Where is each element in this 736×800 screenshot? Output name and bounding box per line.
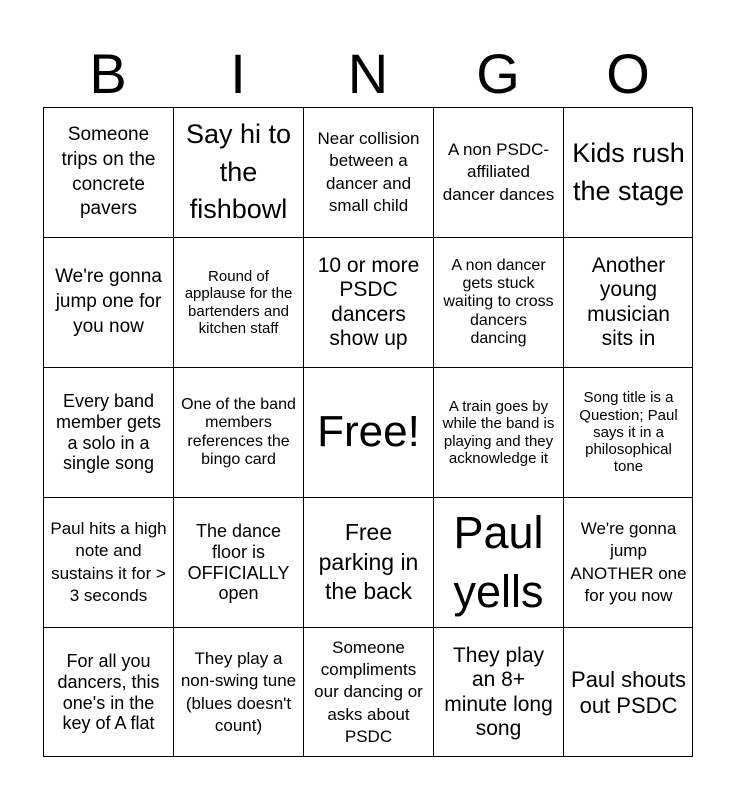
- header-letter-b: B: [89, 42, 127, 105]
- bingo-cell[interactable]: Paul hits a high note and sustains it for > 3 seconds: [43, 497, 173, 627]
- bingo-cell[interactable]: We're gonna jump one for you now: [43, 237, 173, 367]
- bingo-cell[interactable]: Round of applause for the bartenders and kitchen staff: [173, 237, 303, 367]
- header-letter-g: G: [476, 42, 520, 105]
- bingo-cell[interactable]: Someone compliments our dancing or asks about PSDC: [303, 627, 433, 757]
- bingo-cell[interactable]: Kids rush the stage: [563, 107, 693, 237]
- bingo-cell[interactable]: Paul shouts out PSDC: [563, 627, 693, 757]
- bingo-cell[interactable]: Say hi to the fishbowl: [173, 107, 303, 237]
- bingo-cell[interactable]: A train goes by while the band is playing and they acknowledge it: [433, 367, 563, 497]
- bingo-cell[interactable]: They play an 8+ minute long song: [433, 627, 563, 757]
- free-space[interactable]: Free!: [303, 367, 433, 497]
- bingo-cell[interactable]: 10 or more PSDC dancers show up: [303, 237, 433, 367]
- header-letter-i: I: [230, 42, 246, 105]
- bingo-cell[interactable]: One of the band members references the bingo card: [173, 367, 303, 497]
- bingo-cell[interactable]: For all you dancers, this one's in the key of A flat: [43, 627, 173, 757]
- bingo-cell[interactable]: We're gonna jump ANOTHER one for you now: [563, 497, 693, 627]
- header-letter-o: O: [606, 42, 650, 105]
- bingo-cell[interactable]: Song title is a Question; Paul says it in a philosophical tone: [563, 367, 693, 497]
- bingo-cell[interactable]: A non PSDC-affiliated dancer dances: [433, 107, 563, 237]
- bingo-cell[interactable]: Someone trips on the concrete pavers: [43, 107, 173, 237]
- bingo-grid: [43, 107, 693, 757]
- bingo-cell[interactable]: Paul yells: [433, 497, 563, 627]
- bingo-cell[interactable]: The dance floor is OFFICIALLY open: [173, 497, 303, 627]
- bingo-header: [43, 40, 693, 108]
- bingo-cell[interactable]: Another young musician sits in: [563, 237, 693, 367]
- bingo-cell[interactable]: A non dancer gets stuck waiting to cross dancers dancing: [433, 237, 563, 367]
- header-letter-n: N: [347, 42, 389, 105]
- bingo-cell[interactable]: They play a non-swing tune (blues doesn't count): [173, 627, 303, 757]
- bingo-cell[interactable]: Free parking in the back: [303, 497, 433, 627]
- bingo-cell[interactable]: Near collision between a dancer and small child: [303, 107, 433, 237]
- bingo-cell[interactable]: Every band member gets a solo in a single song: [43, 367, 173, 497]
